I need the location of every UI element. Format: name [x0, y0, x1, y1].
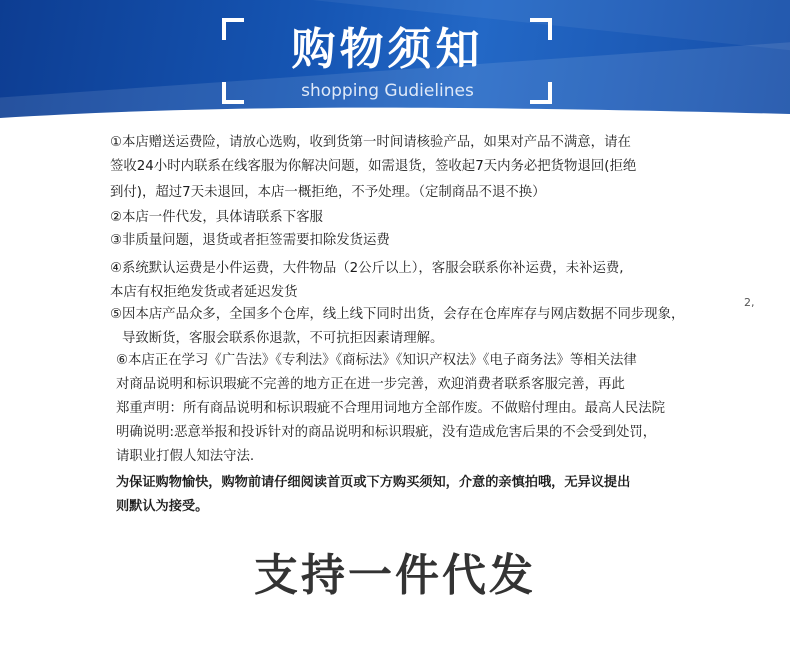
- notice-line: ③非质量问题，退货或者拒签需要扣除发货运费: [110, 233, 390, 248]
- bracket-bottom-right-decoration: [530, 82, 552, 104]
- notice-line: 请职业打假人知法守法.: [116, 449, 255, 464]
- notice-line: 对商品说明和标识瑕疵不完善的地方正在进一步完善，欢迎消费者联系客服完善，再此: [116, 377, 625, 392]
- notice-line: 签收24小时内联系在线客服为你解决问题，如需退货，签收起7天内务必把货物退回(拒绝: [110, 159, 637, 174]
- notice-line: 明确说明:恶意举报和投诉针对的商品说明和标识瑕疵，没有造成危害后果的不会受到处罚，: [116, 425, 657, 440]
- notice-line: 导致断货，客服会联系你退款，不可抗拒因素请理解。: [122, 331, 444, 346]
- notice-bold-line: 则默认为接受。: [116, 499, 209, 514]
- bracket-bottom-left-decoration: [222, 82, 244, 104]
- notice-line: 郑重声明：所有商品说明和标识瑕疵不合理用词地方全部作废。不做赔付理由。最高人民法院: [116, 401, 666, 416]
- banner-title: 购物须知: [291, 24, 484, 75]
- header-banner: [0, 0, 790, 118]
- notice-line: ①本店赠送运费险，请放心选购，收到货第一时间请核验产品，如果对产品不满意，请在: [110, 135, 631, 150]
- dropship-support-heading: 支持一件代发: [254, 550, 536, 601]
- notice-line: ④系统默认运费是小件运费，大件物品（2公斤以上），客服会联系你补运费，未补运费,: [110, 261, 624, 276]
- notice-line: ⑤因本店产品众多，全国多个仓库，线上线下同时出货，会存在仓库库存与网店数据不同步现象，: [110, 307, 685, 322]
- stray-mark: 2,: [744, 296, 755, 309]
- notice-bold-line: 为保证购物愉快，购物前请仔细阅读首页或下方购买须知，介意的亲慎拍哦，无异议提出: [116, 475, 631, 490]
- notice-line: ⑥本店正在学习《广告法》《专利法》《商标法》《知识产权法》《电子商务法》等相关法律: [116, 353, 637, 368]
- notice-line: ②本店一件代发，具体请联系下客服: [110, 210, 323, 225]
- notice-line: 到付)，超过7天未退回，本店一概拒绝，不予处理。（定制商品不退不换）: [110, 185, 546, 200]
- banner-subtitle: shopping Gudielines: [301, 81, 474, 101]
- banner-wave-decoration: [0, 100, 790, 118]
- notice-line: 本店有权拒绝发货或者延迟发货: [110, 285, 298, 300]
